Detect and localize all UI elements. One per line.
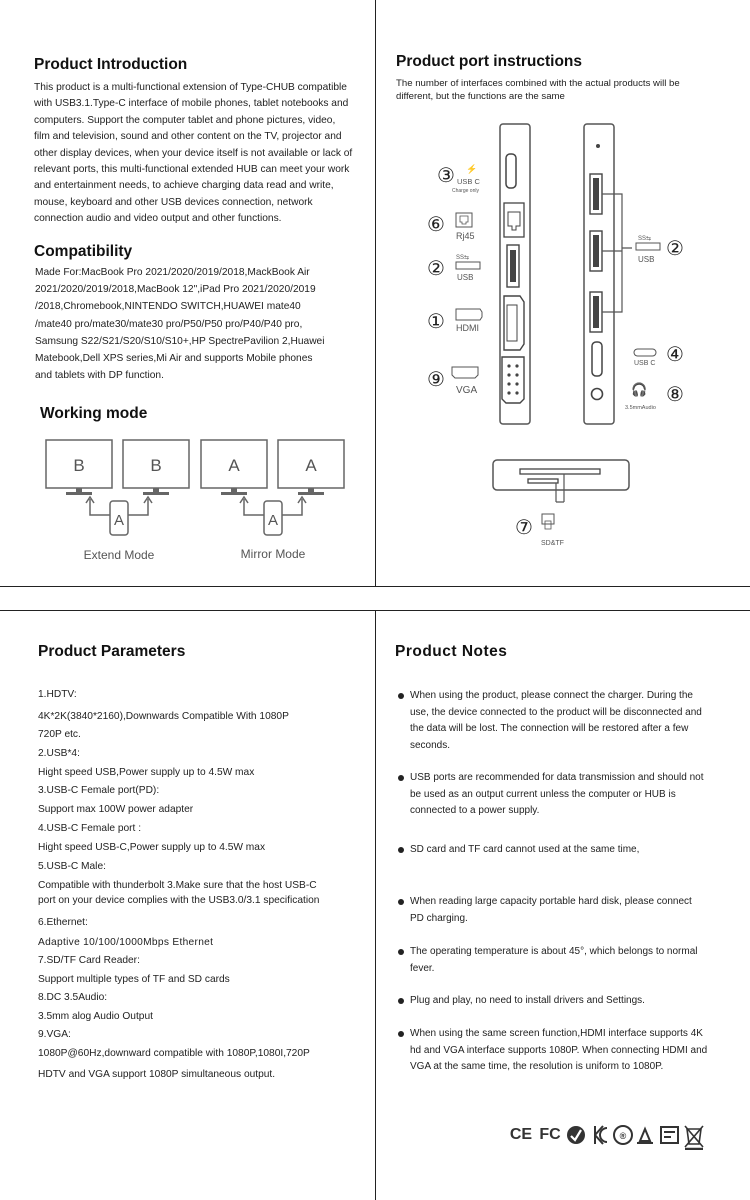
param-line: 1080P@60Hz,downward compatible with 1080P,1080I,720P [38,1048,310,1059]
port-num-6: ⑥ [427,212,445,236]
vga-icon [452,367,478,378]
hdmi-icon [456,309,482,320]
param-line: 1.HDTV: [38,689,77,700]
headphone-icon: 🎧 [631,382,648,397]
param-line: 7.SD/TF Card Reader: [38,955,140,966]
note-item [398,770,723,820]
param-line: port on your device complies with the USB3.0/3.1 specification [38,895,320,906]
bottom-divider-vertical [375,610,376,1200]
vga-label: VGA [456,385,478,396]
bullet-icon [398,949,404,955]
bullet-icon [398,847,404,853]
intro-line: relevant ports, this multi-functional extended HUB can meet your work [34,164,350,176]
tf-slot [528,479,558,483]
audio-jack [592,389,603,400]
intro-line: mouse, keyboard and other USB devices connection, network [34,196,313,208]
compat-line: Matebook,Dell XPS series,Mi Air and supports Mobile phones [35,353,313,365]
notes-title: Product Notes [395,643,508,660]
intro-line: and entertainment needs, to achieve charging data read and write, [34,180,334,192]
usb-ports-right [590,174,602,332]
charge-only-label: Charge only [452,188,479,194]
ethernet-icon [456,213,472,227]
note-item [398,688,723,754]
ports-subtitle-line: The number of interfaces combined with the actual products will be [396,78,680,89]
mirror-mode-label: Mirror Mode [240,547,306,561]
note-line: seconds. [410,739,451,751]
note-item [398,993,723,1010]
mirror-screen-left: A [228,456,240,475]
param-line: Hight speed USB-C,Power supply up to 4.5W max [38,842,266,853]
note-line: When using the same screen function,HDMI interface supports 4K [410,1028,703,1039]
kc-icon [595,1126,607,1144]
note-item [398,944,723,977]
extend-device: A [113,512,125,529]
compatibility-text [35,264,325,384]
usb-ss-icon-right: SS⇆ [638,236,652,242]
sd-card-icon [542,514,554,524]
param-line: 6.Ethernet: [38,917,88,928]
param-line: Hight speed USB,Power supply up to 4.5W max [38,767,255,778]
note-line: The operating temperature is about 45°, which belongs to normal [410,946,698,957]
note-item [398,842,723,859]
usb-icon-right [636,243,660,250]
port-num-3: ③ [437,163,455,187]
hdmi-port-inner [507,305,517,341]
rj45-port [504,203,524,237]
circle-mark-icon [614,1126,632,1144]
rohs-icon [567,1126,585,1144]
rj45-label: Rj45 [456,231,475,241]
usbc-label-right: USB C [634,360,656,367]
hub-right-side [584,124,614,424]
intro-line: with USB3.1.Type-C interface of mobile phones, tablet notebooks and [34,98,349,110]
intro-line: This product is a multi-functional extension of Type-CHUB compatible [34,82,347,93]
intro-line: other display devices, when your device itself is not available or lack of [34,147,353,159]
weee-bin-icon [685,1126,703,1149]
note-line: USB ports are recommended for data transmission and should not [410,772,704,783]
introduction-text [34,80,352,228]
port-num-2-left: ② [427,256,445,280]
compat-line: 2021/2020/2019/2018,MacBook 12",iPad Pro 2021/2020/2019 [35,284,316,296]
recycle-icon [637,1129,653,1143]
param-line: 9.VGA: [38,1029,71,1040]
indicator-light [596,144,600,148]
note-line: hd and VGA interface supports 1080P. When connecting HDMI and [410,1044,708,1056]
usbc-charge-icon: ⚡ [466,164,478,174]
hdmi-label: HDMI [456,323,479,333]
note-line: Plug and play, no need to install drivers and Settings. [410,995,645,1006]
port-num-4: ④ [666,342,684,366]
param-line: 3.USB-C Female port(PD): [38,785,160,796]
vga-pins [507,364,518,394]
mirror-screen-right: A [305,456,317,475]
port-num-7: ⑦ [515,515,533,539]
intro-line: connection audio and video output and other functions. [34,213,282,225]
parameters-title: Product Parameters [38,643,186,660]
intro-line: film and television, sound and other content on the TV, projector and [34,131,342,143]
usb-icon [456,262,480,269]
usb-label-left: USB [457,273,474,282]
note-line: be used as an output current unless the computer or HUB is [410,788,676,800]
param-line: 4K*2K(3840*2160),Downwards Compatible With 1080P [38,711,289,722]
vga-port [502,357,524,403]
note-line: fever. [410,962,435,974]
param-line: Adaptive 10/100/1000Mbps Ethernet [38,937,214,948]
mirror-device: A [267,512,279,529]
ports-title: Product port instructions [396,53,582,70]
card-bracket-line [556,474,564,502]
param-line: 5.USB-C Male: [38,861,106,872]
usb-ss-icon: SS⇆ [456,255,470,261]
compat-line: /mate40 pro/mate30/mate30 pro/P50/P50 pro/P40/P40 pro, [35,318,303,330]
sd-slot [520,469,600,474]
bullet-icon [398,693,404,699]
working-mode-diagram [30,435,360,575]
note-line: connected to a power supply. [410,805,540,816]
note-line: the data will be lost. The connection will be restored after a few [410,723,689,734]
usbc-label: USB C [457,177,480,186]
audio-label: 3.5mmAudio [625,405,656,411]
compat-line: and tablets with DP function. [35,370,164,382]
sdtf-label: SD&TF [541,540,564,547]
usbc-charge-port [506,154,516,188]
ports-subtitle-line: different, but the functions are the same [396,90,565,102]
port-num-8: ⑧ [666,382,684,406]
extend-mode-label: Extend Mode [83,548,155,562]
param-line: 2.USB*4: [38,748,80,759]
param-line: Support multiple types of TF and SD cards [38,974,230,985]
bullet-icon [398,998,404,1004]
usb-bracket-line [602,194,632,312]
param-line: 8.DC 3.5Audio: [38,992,108,1003]
top-bottom-border [0,586,750,587]
compat-line: /2018,Chromebook,NINTENDO SWITCH,HUAWEI mate40 [35,301,301,313]
param-line: 4.USB-C Female port : [38,823,142,834]
note-line: When using the product, please connect the charger. During the [410,690,693,701]
compatibility-title: Compatibility [34,243,133,260]
certification-icons [565,1122,710,1150]
port-diagram [376,110,750,550]
param-line: Support max 100W power adapter [38,804,194,815]
certificate-icon [661,1127,678,1143]
param-line: 3.5mm alog Audio Output [38,1011,153,1022]
usbc-port-right [592,342,602,376]
ce-mark: CE [509,1126,533,1143]
ports-subtitle [396,78,680,103]
usb-a-port-tongue [510,250,516,282]
note-line: PD charging. [410,912,468,924]
working-mode-title: Working mode [40,405,148,422]
extend-screen-right: B [150,456,162,475]
extend-screen-left: B [73,456,85,475]
port-num-1: ① [427,309,445,333]
bullet-icon [398,1031,404,1037]
port-num-2-right: ② [666,236,684,260]
param-line: Compatible with thunderbolt 3.Make sure that the host USB-C [38,880,317,891]
rj45-port-shape [508,212,520,230]
bullet-icon [398,899,404,905]
note-line: VGA at the same time, the resolution is uniform to 1080P. [410,1061,664,1072]
note-line: When reading large capacity portable hard disk, please connect [410,896,692,907]
introduction-title: Product Introduction [34,56,188,73]
compat-line: Made For:MacBook Pro 2021/2020/2019/2018,MackBook Air [35,267,310,278]
svg-text:®: ® [619,1131,627,1141]
param-line: 720P etc. [38,729,81,740]
bullet-icon [398,775,404,781]
note-item [398,894,723,927]
fc-mark: FC [539,1126,561,1143]
port-num-9: ⑨ [427,367,445,391]
usbc-icon-right [634,349,656,356]
compat-line: Samsung S22/S21/S20/S10/S10+,HP SpectrePavilion 2,Huawei [35,335,325,347]
intro-line: computers. Support the computer tablet and phone pictures, video, [34,114,336,126]
usb-label-right: USB [638,255,655,264]
card-reader-body [493,460,629,490]
note-line: use, the device connected to the product will be disconnected and [410,706,702,718]
param-line: HDTV and VGA support 1080P simultaneous output. [38,1069,276,1080]
note-line: SD card and TF card cannot used at the same time, [410,844,640,855]
note-item [398,1026,723,1076]
